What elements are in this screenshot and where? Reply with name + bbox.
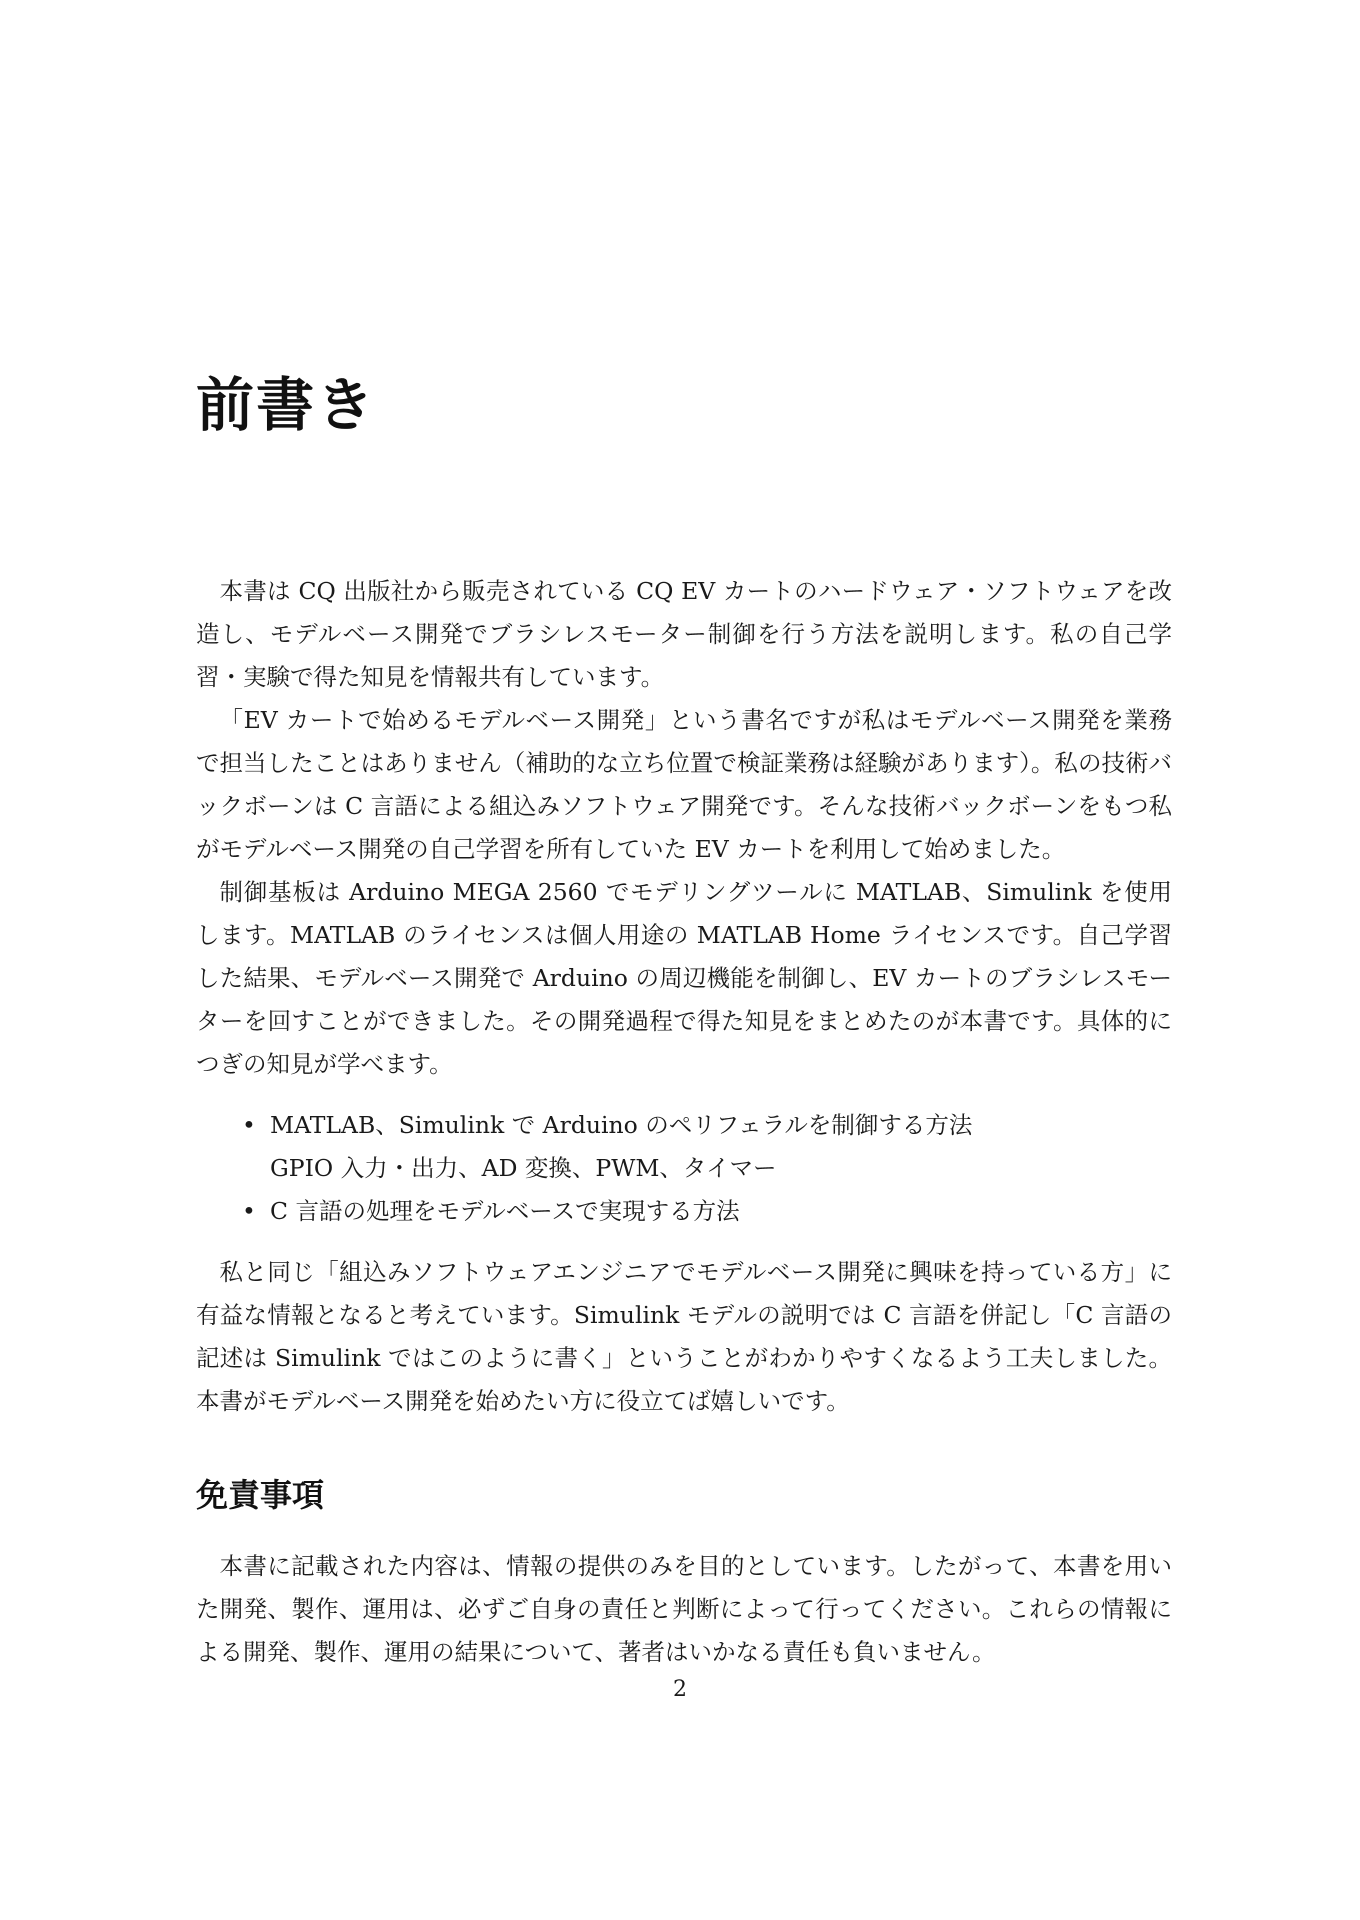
list-item-subtext: GPIO 入力・出力、AD 変換、PWM、タイマー [270,1154,777,1182]
disclaimer-title: 免責事項 [196,1476,325,1514]
disclaimer-text: 本書に記載された内容は、情報の提供のみを目的としています。したがって、本書を用いた開発、製作、運用は、必ずご自身の責任と判断によって行ってください。これらの情報による開発、製作、運用の結果について、著者はいかなる責任も負いません。 [196,1552,1172,1666]
bullet-icon: • [242,1197,256,1225]
list-item-text: C 言語の処理をモデルベースで実現する方法 [270,1197,740,1225]
preface-body [196,570,1172,1674]
list-item [242,1190,1172,1233]
list-item [242,1104,1172,1190]
page-content [196,360,1172,1674]
chapter-title: 前書き [196,371,377,439]
bullet-icon: • [242,1111,256,1139]
learning-points-list [196,1104,1172,1233]
intro-paragraph-1: 本書は CQ 出版社から販売されている CQ EV カートのハードウェア・ソフトウェアを改造し、モデルベース開発でブラシレスモーター制御を行う方法を説明します。私の自己学習・実験で得た知見を情報共有しています。 [196,577,1172,691]
intro-paragraph-2: 「EV カートで始めるモデルベース開発」という書名ですが私はモデルベース開発を業務で担当したことはありません（補助的な立ち位置で検証業務は経験があります）。私の技術バックボーンは C 言語による組込みソフトウェア開発です。そんな技術バックボーンをもつ私がモデルベース開発の自己学習を所有していた EV カートを利用して始めました。 [196,706,1172,863]
list-item-text: MATLAB、Simulink で Arduino のペリフェラルを制御する方法 [270,1111,973,1139]
page-number: 2 [673,1677,687,1702]
intro-paragraph-3: 制御基板は Arduino MEGA 2560 でモデリングツールに MATLAB、Simulink を使用します。MATLAB のライセンスは個人用途の MATLAB Home ライセンスです。自己学習した結果、モデルベース開発で Arduino の周辺機能を制御し、EV カートのブラシレスモーターを回すことができました。その開発過程で得た知見をまとめたのが本書です。具体的につぎの知見が学べます。 [196,878,1172,1078]
closing-paragraph: 私と同じ「組込みソフトウェアエンジニアでモデルベース開発に興味を持っている方」に有益な情報となると考えています。Simulink モデルの説明では C 言語を併記し「C 言語の記述は Simulink ではこのように書く」ということがわかりやすくなるよう工夫しました。本書がモデルベース開発を始めたい方に役立てば嬉しいです。 [196,1258,1172,1415]
